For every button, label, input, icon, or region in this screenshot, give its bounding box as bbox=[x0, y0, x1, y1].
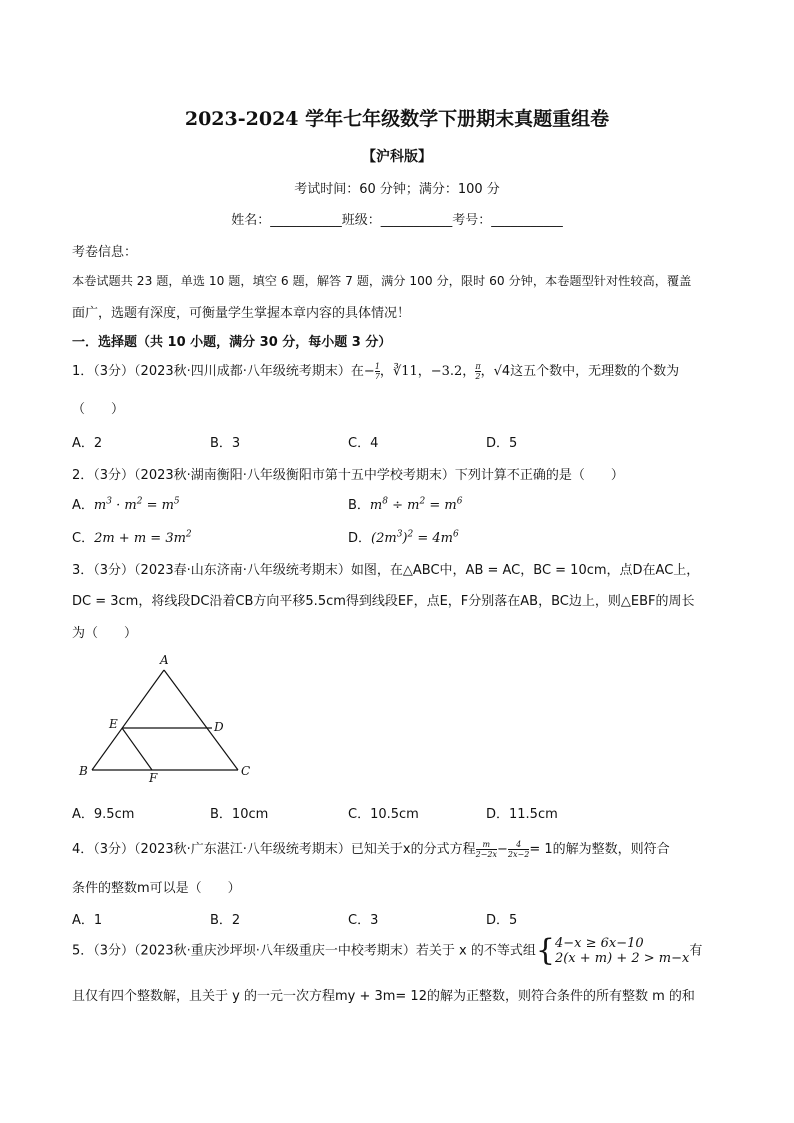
q5-tail: 有 bbox=[689, 943, 703, 959]
q1-neg: − bbox=[363, 364, 375, 379]
q4-option-c: C．3 bbox=[348, 913, 379, 928]
q5-brace: { bbox=[535, 933, 555, 968]
triangle-figure bbox=[72, 650, 272, 785]
label-b: B bbox=[79, 764, 88, 778]
q1-option-d: D．5 bbox=[486, 436, 518, 451]
question-4-stem bbox=[72, 838, 670, 859]
q2-option-c: C．$2m + m = 3m^2$ bbox=[72, 529, 192, 546]
section-heading: 一．选择题（共 10 小题，满分 30 分，每小题 3 分） bbox=[72, 335, 392, 350]
q1-blank: （ ） bbox=[72, 402, 125, 417]
q1-part2: ，∛11，−3.2， bbox=[379, 364, 476, 379]
side-ac bbox=[164, 670, 238, 770]
q3-option-b: B．10cm bbox=[210, 807, 269, 822]
q4-option-a: A．1 bbox=[72, 913, 103, 928]
q4-fraction-2: $\frac{4}{2x-2}$ bbox=[507, 840, 530, 859]
q1-option-c: C．4 bbox=[348, 436, 379, 451]
q2-option-d: D．$(2m^3)^2 = 4m^6$ bbox=[348, 529, 459, 546]
label-f: F bbox=[149, 771, 158, 785]
q1-pi-fraction: $\frac{\pi}{2}$ bbox=[475, 362, 481, 381]
q3-option-c: C．10.5cm bbox=[348, 807, 419, 822]
q1-option-a: A．2 bbox=[72, 436, 103, 451]
q4-option-b: B．2 bbox=[210, 913, 241, 928]
q1-part3: ，√4这五个数中，无理数的个数为 bbox=[480, 364, 680, 379]
question-3-line-1: 3．（3分）（2023春·山东济南·八年级统考期末）如图，在△ABC中，AB = AC，BC = 10cm，点D在AC上， bbox=[72, 563, 700, 578]
q2-option-a: A．$m^3 \cdot m^2 = m^5$ bbox=[72, 496, 180, 513]
q4-fraction-1: $\frac{m}{2-2x}$ bbox=[475, 840, 497, 859]
segment-ef bbox=[122, 728, 152, 770]
label-c: C bbox=[241, 764, 251, 778]
q1-option-b: B．3 bbox=[210, 436, 241, 451]
notice-label: 考卷信息： bbox=[72, 245, 138, 260]
q4-tail: = 1的解为整数，则符合 bbox=[529, 842, 670, 857]
edition-label: 【沪科版】 bbox=[362, 149, 432, 165]
q1-lead: 1．（3分）（2023秋·四川成都·八年级统考期末）在 bbox=[72, 364, 364, 379]
question-5-stem bbox=[72, 933, 703, 968]
q5-inequality-system: 4−x ≥ 6x−10 2(x + m) + 2 > m−x bbox=[554, 936, 690, 966]
label-d: D bbox=[214, 720, 224, 734]
exam-info: 考试时间：60 分钟；满分：100 分 bbox=[294, 182, 500, 197]
label-e: E bbox=[109, 717, 118, 731]
student-fields: 姓名：___________班级：___________考号：___________ bbox=[231, 213, 563, 228]
label-a: A bbox=[160, 653, 169, 667]
q3-option-a: A．9.5cm bbox=[72, 807, 135, 822]
paper-title: 2023-2024 学年七年级数学下册期末真题重组卷 bbox=[184, 108, 610, 130]
notice-line-2: 面广，选题有深度，可衡量学生掌握本章内容的具体情况！ bbox=[72, 306, 411, 321]
question-2-stem: 2．（3分）（2023秋·湖南衡阳·八年级衡阳市第十五中学校考期末）下列计算不正确的是（ ） bbox=[72, 468, 624, 483]
q4-option-d: D．5 bbox=[486, 913, 518, 928]
question-5-line-2: 且仅有四个整数解，且关于 y 的一元一次方程my + 3m= 12的解为正整数，则符合条件的所有整数 m 的和 bbox=[72, 989, 695, 1004]
q4-lead: 4．（3分）（2023秋·广东湛江·八年级统考期末）已知关于x的分式方程 bbox=[72, 842, 476, 857]
side-ab bbox=[92, 670, 164, 770]
q4-minus: − bbox=[497, 842, 508, 857]
notice-line-1: 本卷试题共 23 题，单选 10 题，填空 6 题，解答 7 题，满分 100 分，限时 60 分钟，本卷题型针对性较高，覆盖 bbox=[72, 274, 692, 288]
q5-lead: 5．（3分）（2023秋·重庆沙坪坝·八年级重庆一中校考期末）若关于 x 的不等式组 bbox=[72, 943, 536, 959]
question-3-line-3: 为（ ） bbox=[72, 626, 138, 641]
q1-fraction: $\frac{1}{7}$ bbox=[374, 362, 380, 381]
question-3-line-2: DC = 3cm，将线段DC沿着CB方向平移5.5cm得到线段EF，点E，F分别落在AB，BC边上，则△EBF的周长 bbox=[72, 594, 695, 609]
question-4-line-2: 条件的整数m可以是（ ） bbox=[72, 881, 241, 896]
q2-option-b: B．$m^8 \div m^2 = m^6$ bbox=[348, 496, 463, 513]
q3-option-d: D．11.5cm bbox=[486, 807, 558, 822]
question-1-stem bbox=[72, 360, 679, 381]
